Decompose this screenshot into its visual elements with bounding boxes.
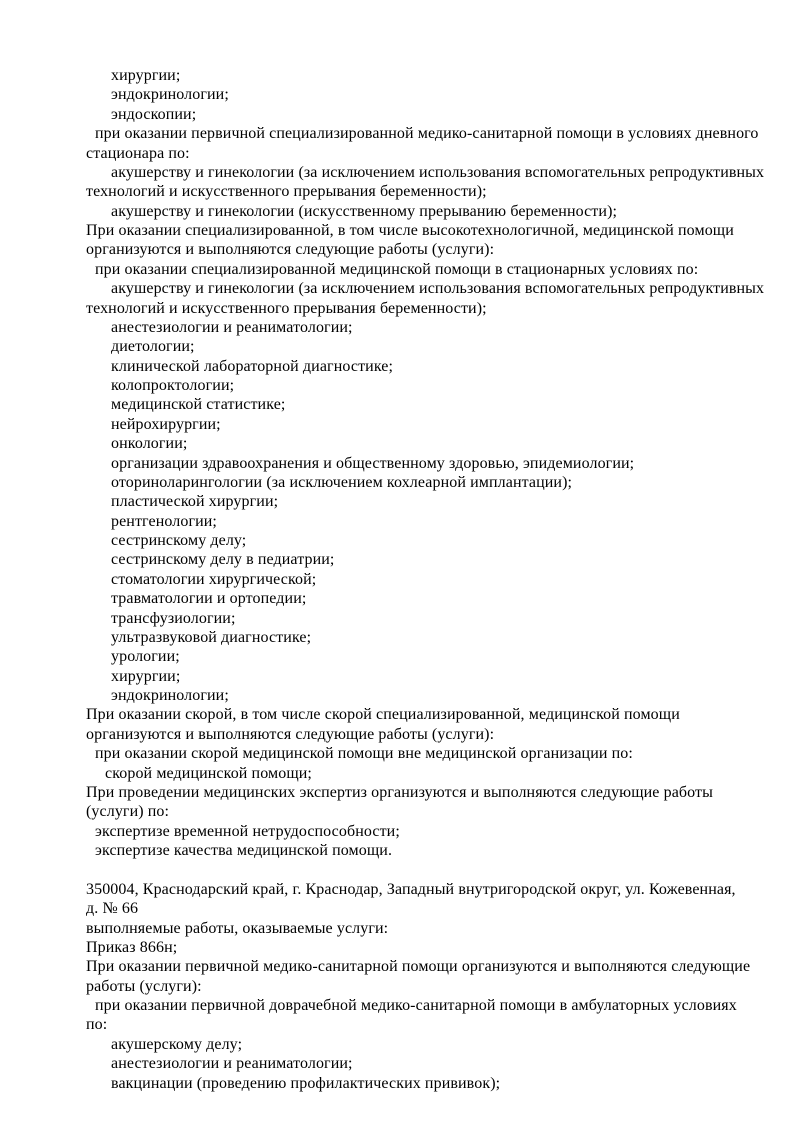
text-line: акушерству и гинекологии (за исключением использования вспомогательных репродуктивных [111,280,765,298]
text-line: выполняемые работы, оказываемые услуги: [86,919,389,937]
text-line: при оказании скорой медицинской помощи вне медицинской организации по: [95,745,633,763]
text-line: при оказании специализированной медицинской помощи в стационарных условиях по: [95,260,699,278]
text-line: эндокринологии; [111,86,229,104]
text-line: (услуги) по: [86,803,170,821]
text-line: акушерству и гинекологии (искусственному прерыванию беременности); [111,202,618,220]
text-line: организуются и выполняются следующие работы (услуги): [86,725,495,743]
text-line: пластической хирургии; [111,493,279,511]
text-line: анестезиологии и реаниматологии; [111,318,353,336]
text-line: вакцинации (проведению профилактических прививок); [111,1074,501,1092]
text-line: При оказании скорой, в том числе скорой специализированной, медицинской помощи [86,706,680,724]
text-line: рентгенологии; [111,512,217,530]
text-line: хирургии; [111,67,181,84]
text-line: при оказании первичной специализированной медико-санитарной помощи в условиях дневного [95,125,759,143]
text-line: эндоскопии; [111,105,197,123]
text-line: трансфузиологии; [111,609,236,627]
text-line: хирургии; [111,667,181,685]
text-line: акушерскому делу; [111,1035,243,1053]
text-line: При оказании специализированной, в том числе высокотехнологичной, медицинской помощи [86,222,734,239]
text-line: урологии; [111,648,180,666]
text-line: Приказ 866н; [86,938,178,956]
text-line: экспертизе качества медицинской помощи. [95,842,393,859]
text-line: При оказании первичной медико-санитарной помощи организуются и выполняются следующие [86,958,751,976]
text-line: д. № 66 [86,900,139,918]
text-line: при оказании первичной доврачебной медико-санитарной помощи в амбулаторных условиях [95,997,737,1014]
text-line: сестринскому делу; [111,532,247,549]
text-line: 350004, Краснодарский край, г. Краснодар, Западный внутригородской округ, ул. Кожевенная, [86,880,736,898]
text-line: скорой медицинской помощи; [105,764,312,782]
blank-line [86,860,772,879]
text-line: по: [86,1016,108,1034]
text-line: сестринскому делу в педиатрии; [111,551,335,569]
text-line: При проведении медицинских экспертиз организуются и выполняются следующие работы [86,783,713,801]
text-line: анестезиологии и реаниматологии; [111,1055,353,1073]
text-line: стоматологии хирургической; [111,570,317,588]
text-line: травматологии и ортопедии; [111,590,307,608]
text-line: экспертизе временной нетрудоспособности; [95,822,400,840]
text-line: диетологии; [111,338,195,356]
text-line: оториноларингологии (за исключением кохлеарной имплантации); [111,473,573,491]
text-line: эндокринологии; [111,687,229,704]
text-line: организации здравоохранения и общественному здоровью, эпидемиологии; [111,454,635,472]
text-line: организуются и выполняются следующие работы (услуги): [86,241,495,259]
text-line: акушерству и гинекологии (за исключением использования вспомогательных репродуктивных [111,163,765,181]
text-line: технологий и искусственного прерывания беременности); [86,299,487,317]
text-line: колопроктологии; [111,377,235,394]
text-line: работы (услуги): [86,977,202,995]
text-line: клинической лабораторной диагностике; [111,357,394,375]
text-line: ультразвуковой диагностике; [111,628,312,646]
text-line: нейрохирургии; [111,415,221,433]
text-line: технологий и искусственного прерывания беременности); [86,183,487,201]
text-line: медицинской статистике; [111,396,286,414]
document-lines [86,66,772,1093]
text-line: стационара по: [86,144,190,162]
text-line: онкологии; [111,435,188,453]
